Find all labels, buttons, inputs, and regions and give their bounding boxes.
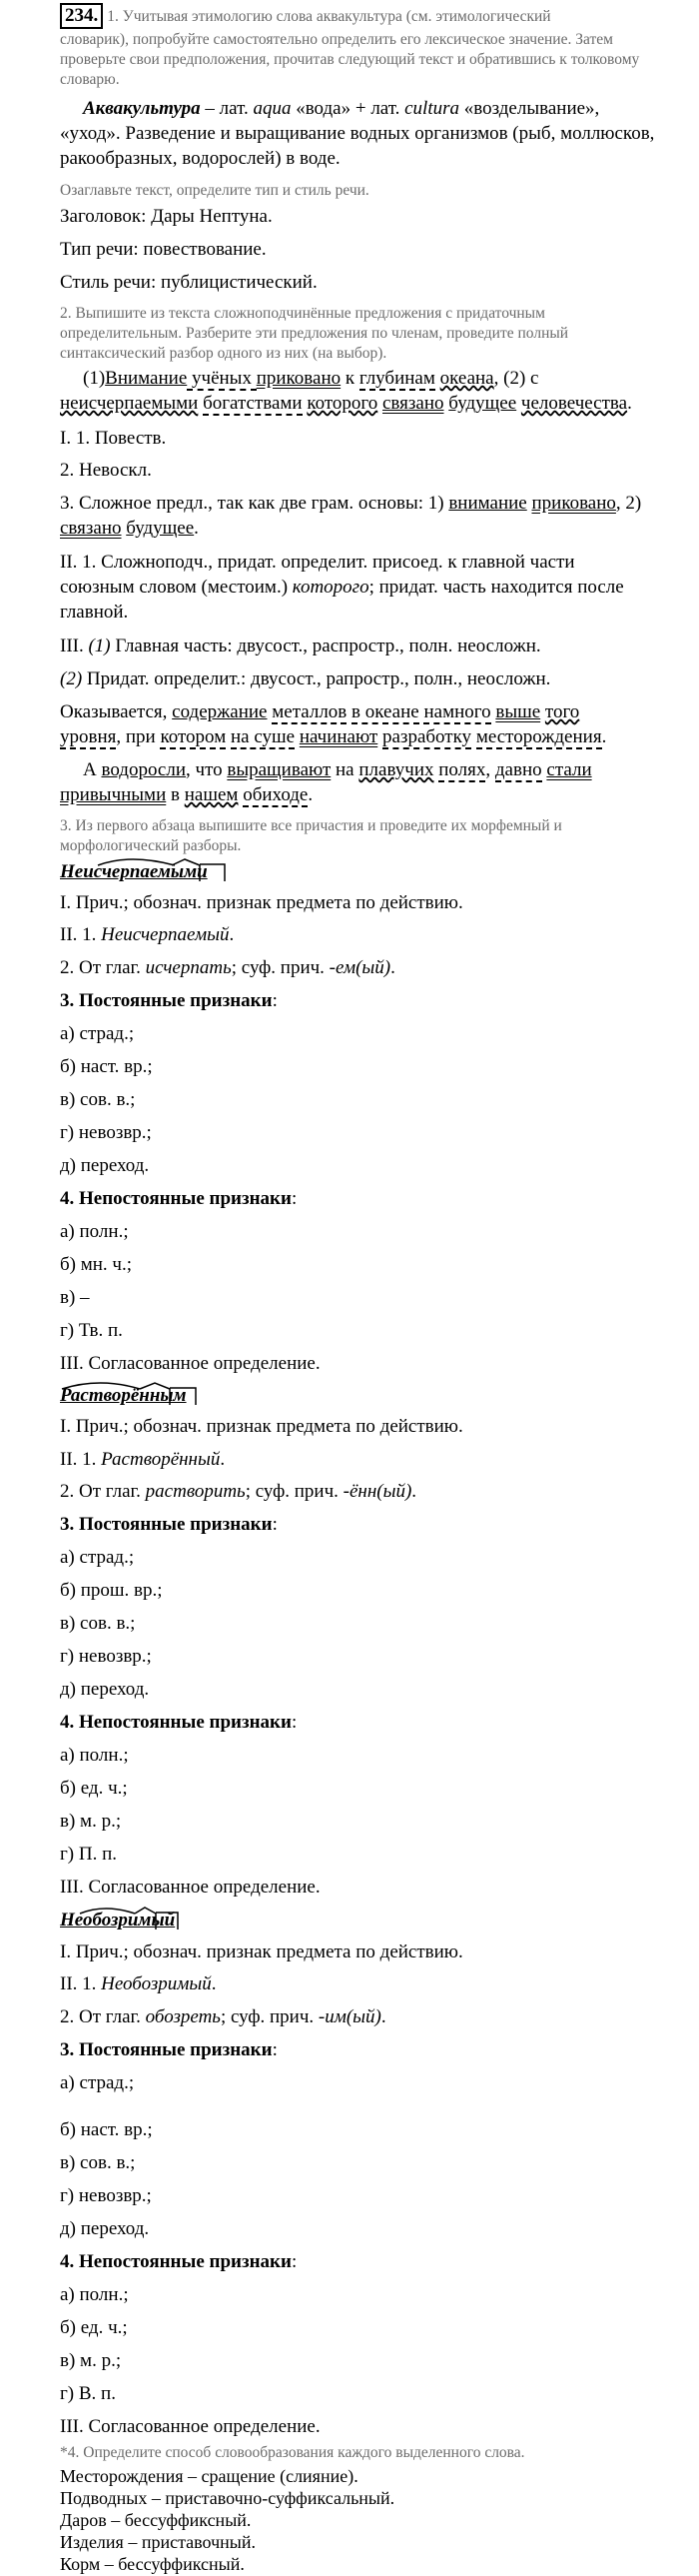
attribute: нашем — [184, 784, 239, 805]
adverbial: полях — [438, 759, 486, 780]
parse-line4c: главной. — [60, 602, 129, 623]
text: 2. От глаг. — [60, 957, 146, 978]
predicate: стали — [546, 759, 592, 780]
definition-line3: ракообразных, водорослей) в воде. — [60, 148, 341, 169]
object: месторождения — [475, 726, 602, 747]
adverbial: намного — [423, 701, 491, 722]
text: II. 1. — [60, 924, 102, 945]
participle2-syntax: III. Согласованное определение. — [60, 1877, 321, 1898]
participle1-word: Неисчерпаемыми — [60, 861, 208, 882]
ending-box — [170, 1388, 196, 1405]
heading: 3. Постоянные признаки — [60, 990, 273, 1011]
text: : — [291, 1712, 298, 1733]
answer-heading: Заголовок: Дары Нептуна. — [60, 206, 273, 227]
predicate: связано — [382, 393, 444, 414]
definition-line1 — [83, 98, 599, 120]
morpheme-marks — [60, 1375, 260, 1405]
task4-word2: Подводных – приставочно-суффиксальный. — [60, 2488, 395, 2508]
participle2-v3: в) м. р.; — [60, 1811, 122, 1832]
root-arc — [62, 1383, 140, 1389]
participle3-variable-title — [60, 2251, 297, 2273]
participle3-word: Необозримый — [60, 1910, 176, 1931]
text: 3. Сложное предл., так как две грам. основы: 1) — [60, 493, 449, 514]
participle3-v4: г) В. п. — [60, 2383, 116, 2404]
text: Оказывается, — [60, 701, 173, 722]
participle2-v1: а) полн.; — [60, 1745, 129, 1766]
parse-line2: 2. Невоскл. — [60, 460, 152, 481]
participle2-line2 — [60, 1449, 225, 1471]
task3-instruction-line2: морфологический разборы. — [60, 837, 242, 854]
participle2-line3 — [60, 1481, 416, 1503]
attribute: которого — [307, 393, 378, 414]
participle1-line1: I. Прич.; обознач. признак предмета по действию. — [60, 892, 463, 913]
predicate: привычными — [60, 784, 167, 805]
participle2-c4: г) невозвр.; — [60, 1646, 152, 1667]
subject: будущее — [448, 393, 517, 414]
task-number: 234. — [60, 3, 103, 29]
text: ; суф. прич. - — [220, 2006, 326, 2027]
parse-line3 — [60, 493, 641, 515]
adverbial: котором — [160, 726, 227, 747]
modifier: учёных — [187, 368, 257, 389]
morpheme-marks — [60, 1900, 260, 1930]
suffix-mark — [172, 859, 200, 865]
initial-form: Растворённый — [101, 1449, 221, 1470]
text: . — [627, 393, 632, 414]
participle3-constant-title — [60, 2039, 278, 2061]
definition-text: «возделывание», — [459, 98, 600, 119]
task2-instruction-line1: 2. Выпишите из текста сложноподчинённые предложения с придаточным — [60, 305, 545, 322]
participle3-line2 — [60, 1973, 217, 1995]
participle3-v3: в) м. р.; — [60, 2350, 122, 2371]
participle3-c5: д) переход. — [60, 2218, 150, 2239]
participle1-v1: а) полн.; — [60, 1221, 129, 1242]
parse-line6 — [60, 668, 550, 690]
text: III. — [60, 636, 89, 656]
task-234-intro-line1 — [60, 3, 551, 29]
predicate: приковано — [256, 368, 342, 389]
participle1-line3 — [60, 957, 395, 979]
text: . — [601, 726, 607, 747]
heading: 4. Непостоянные признаки — [60, 1188, 292, 1209]
subject: внимание — [448, 493, 527, 514]
text: , — [485, 759, 495, 780]
participle2-line1: I. Прич.; обознач. признак предмета по действию. — [60, 1416, 463, 1437]
text: II. 1. — [60, 1449, 102, 1470]
text: : — [291, 2251, 298, 2272]
heading: 3. Постоянные признаки — [60, 2039, 273, 2060]
object: разработку — [382, 726, 472, 747]
text: . — [211, 1973, 217, 1994]
suffix: им(ый) — [325, 2006, 381, 2027]
sentence3-line1 — [83, 759, 592, 781]
text: . — [411, 1481, 417, 1502]
part-number: (2) — [60, 668, 83, 689]
text: . — [220, 1449, 226, 1470]
participle2-c3: в) сов. в.; — [60, 1613, 136, 1634]
sentence2-line2 — [60, 726, 606, 748]
part-number: (1) — [83, 368, 106, 389]
predicate: связано — [60, 518, 122, 539]
object: уровня — [60, 726, 117, 747]
parse-line1: I. 1. Повеств. — [60, 428, 167, 449]
subject: будущее — [126, 518, 195, 539]
participle1-v4: г) Тв. п. — [60, 1320, 123, 1341]
text: 2. От глаг. — [60, 2006, 146, 2027]
participle2-constant-title — [60, 1514, 278, 1536]
text: ; суф. прич. - — [245, 1481, 350, 1502]
subject: водоросли — [101, 759, 187, 780]
participle3-syntax: III. Согласованное определение. — [60, 2416, 321, 2437]
participle1-c1: а) страд.; — [60, 1023, 135, 1044]
definition-text: «вода» + лат. — [291, 98, 405, 119]
text: на — [331, 759, 359, 780]
sentence1-line2 — [60, 393, 632, 415]
text: Главная часть: двусост., распростр., полн. неосложн. — [110, 636, 541, 656]
heading: 3. Постоянные признаки — [60, 1514, 273, 1535]
participle3-v1: а) полн.; — [60, 2284, 129, 2305]
adverbial: в океане — [351, 701, 419, 722]
suffix: ем(ый) — [336, 957, 391, 978]
parse-line5 — [60, 636, 541, 657]
text: : — [272, 990, 278, 1011]
participle2-c1: а) страд.; — [60, 1547, 135, 1568]
participle2-v4: г) П. п. — [60, 1844, 118, 1865]
text: союзным словом (местоим.) — [60, 577, 293, 598]
object: глубинам — [358, 368, 435, 389]
definition-latin-aqua: aqua — [253, 98, 292, 119]
answer-speech-type: Тип речи: повествование. — [60, 239, 267, 260]
definition-latin-cultura: cultura — [404, 98, 460, 119]
sentence3-line2 — [60, 784, 313, 806]
task-234-intro-line4: словарю. — [60, 71, 120, 88]
sentence1-line1 — [83, 368, 538, 390]
participle3-c1: а) страд.; — [60, 2072, 135, 2093]
subject: содержание — [172, 701, 268, 722]
parse-line4: II. 1. Сложноподч., придат. определит. присоед. к главной части — [60, 552, 575, 573]
task-234-intro-line3: проверьте свои предположения, прочитав следующий текст и обратившись к толковому — [60, 51, 640, 68]
text: : — [272, 2039, 278, 2060]
suffix: ённ(ый) — [349, 1481, 412, 1502]
text: . — [229, 924, 235, 945]
adverbial: обиходе — [243, 784, 309, 805]
task-234-intro-text: 1. Учитывая этимологию слова аквакультура (см. этимологический — [107, 8, 551, 25]
root-arc — [80, 1909, 135, 1914]
participle1-syntax: III. Согласованное определение. — [60, 1353, 321, 1374]
task4-instruction: *4. Определите способ словообразования каждого выделенного слова. — [60, 2444, 525, 2461]
ending-box — [200, 864, 225, 881]
text: в — [166, 784, 185, 805]
text: , (2) с — [493, 368, 539, 389]
text: к — [341, 368, 359, 389]
parse-line4b — [60, 577, 624, 599]
participle2-c5: д) переход. — [60, 1679, 150, 1700]
text: А — [83, 759, 102, 780]
ending-box — [156, 1913, 178, 1930]
text: Придат. определит.: двусост., рапростр., полн., неосложн. — [82, 668, 551, 689]
participle2-c2: б) прош. вр.; — [60, 1580, 163, 1601]
attribute: того — [544, 701, 580, 722]
participle1-c4: г) невозвр.; — [60, 1122, 152, 1143]
text: II. 1. — [60, 1973, 102, 1994]
attribute: океана — [439, 368, 494, 389]
task4-word3: Даров – бессуффиксный. — [60, 2510, 252, 2530]
task-234-intro-line2: словарик), попробуйте самостоятельно определить его лексическое значение. Затем — [60, 31, 613, 48]
participle3-c2: б) наст. вр.; — [60, 2119, 153, 2140]
participle1-c2: б) наст. вр.; — [60, 1056, 153, 1077]
predicate: выше — [495, 701, 541, 722]
attribute: человечества — [520, 393, 628, 414]
attribute: неисчерпаемыми — [60, 393, 199, 414]
task2-instruction-line3: синтаксический разбор одного из них (на выбор). — [60, 345, 387, 362]
morpheme-marks — [60, 851, 260, 881]
participle3-line1: I. Прич.; обознач. признак предмета по действию. — [60, 1941, 463, 1962]
task3-instruction-line1: 3. Из первого абзаца выпишите все причастия и проведите их морфемный и — [60, 817, 562, 834]
participle3-v2: б) ед. ч.; — [60, 2317, 128, 2338]
text: . — [390, 957, 395, 978]
text: : — [291, 1188, 298, 1209]
predicate: приковано — [531, 493, 616, 514]
text: 2. От глаг. — [60, 1481, 146, 1502]
suffix-mark — [135, 1908, 156, 1914]
task4-word1: Месторождения – сращение (слияние). — [60, 2466, 358, 2486]
participle1-c5: д) переход. — [60, 1155, 150, 1176]
participle1-line2 — [60, 924, 234, 946]
sentence2-line1 — [60, 701, 579, 723]
participle1-v2: б) мн. ч.; — [60, 1254, 133, 1275]
participle3-c4: г) невозвр.; — [60, 2185, 152, 2206]
adverbial: давно — [494, 759, 542, 780]
adverbial: на суше — [230, 726, 296, 747]
parse-line3b — [60, 518, 199, 540]
participle1-c3: в) сов. в.; — [60, 1089, 136, 1110]
text: , 2) — [615, 493, 642, 514]
text: , что — [186, 759, 228, 780]
text: , при — [116, 726, 161, 747]
suffix-mark — [140, 1383, 170, 1389]
text: . — [308, 784, 314, 805]
participle2-variable-title — [60, 1712, 297, 1734]
source-verb: обозреть — [145, 2006, 221, 2027]
italic-word: которого — [292, 577, 369, 598]
heading: 4. Непостоянные признаки — [60, 1712, 292, 1733]
source-verb: растворить — [145, 1481, 246, 1502]
definition-term: Аквакультура — [83, 98, 201, 119]
object: богатствами — [203, 393, 303, 414]
text: : — [272, 1514, 278, 1535]
participle2-v2: б) ед. ч.; — [60, 1778, 128, 1799]
heading: 4. Непостоянные признаки — [60, 2251, 292, 2272]
participle1-variable-title — [60, 1188, 297, 1210]
title-task-instruction: Озаглавьте текст, определите тип и стиль речи. — [60, 182, 369, 199]
attribute: плавучих — [358, 759, 434, 780]
source-verb: исчерпать — [145, 957, 232, 978]
initial-form: Неисчерпаемый — [101, 924, 230, 945]
text: ; придат. часть находится после — [368, 577, 624, 598]
part-number: (1) — [88, 636, 111, 656]
predicate: начинают — [299, 726, 378, 747]
task2-instruction-line2: определительным. Разберите эти предложения по членам, проведите полный — [60, 325, 569, 342]
text: ; суф. прич. - — [231, 957, 337, 978]
text: . — [380, 2006, 386, 2027]
predicate: выращивают — [227, 759, 332, 780]
participle3-line3 — [60, 2006, 386, 2028]
definition-line2: «уход». Разведение и выращивание водных организмов (рыб, моллюсков, — [60, 123, 655, 144]
answer-speech-style: Стиль речи: публицистический. — [60, 272, 318, 293]
root-arc — [98, 859, 175, 865]
participle3-c3: в) сов. в.; — [60, 2152, 136, 2173]
definition-text: – лат. — [200, 98, 254, 119]
object: металлов — [272, 701, 348, 722]
participle1-constant-title — [60, 990, 278, 1012]
participle1-v3: в) – — [60, 1287, 90, 1308]
task4-word5: Корм – бессуффиксный. — [60, 2554, 245, 2574]
task4-word4: Изделия – приставочный. — [60, 2532, 256, 2552]
subject: Внимание — [105, 368, 188, 389]
initial-form: Необозримый — [101, 1973, 212, 1994]
text: . — [194, 518, 199, 539]
participle2-word: Растворённым — [60, 1385, 187, 1406]
